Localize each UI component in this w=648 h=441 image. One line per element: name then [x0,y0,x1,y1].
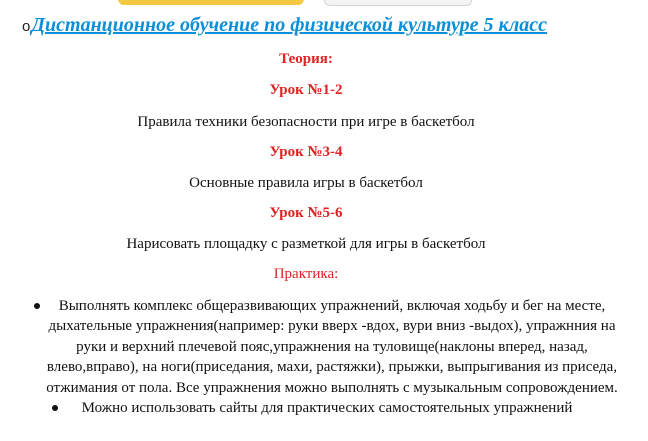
toolbar-button-gray[interactable] [324,0,472,6]
bullet-dot-icon [34,303,40,309]
practice-heading: Практика: [273,266,339,282]
list-item-text: Можно использовать сайты для практических самостоятельных упражнений [81,400,573,417]
practice-list [0,296,648,418]
top-toolbar [0,0,648,12]
lesson-topic: Основные правила игры в баскетбол [189,175,423,191]
theory-heading: Теория: [279,51,333,67]
bullet-dot-icon [52,405,58,411]
list-item [0,296,648,398]
list-item-text: Выполнять комплекс общеразвивающих упражнений, включая ходьбу и бег на месте, дыхательные упражнения(например: руки вверх -вдох, вури вниз -выдох), упражнния на руки и верхний плечевой пояс,упражнения на туловище(наклоны вперед, назад, влево,вправо), на ноги(приседания, махи, растяжки), прыжки, выпрыгивания из приседа, отжимания от пола. Все упражнения можно выполнять с музыкальным сопровождением. [46,298,618,396]
list-item [0,398,648,418]
page-title-link[interactable]: Дистанционное обучение по физической культуре 5 класс [31,14,548,36]
page-title-row [22,14,638,37]
toolbar-button-yellow[interactable] [118,0,304,5]
lesson-topic: Правила техники безопасности при игре в баскетбол [137,114,475,130]
lesson-heading: Урок №1-2 [269,82,343,98]
lesson-heading: Урок №5-6 [269,205,343,221]
lesson-heading: Урок №3-4 [269,144,343,160]
circle-bullet-icon: o [22,18,31,35]
lesson-topic: Нарисовать площадку с разметкой для игры в баскетбол [126,236,486,252]
